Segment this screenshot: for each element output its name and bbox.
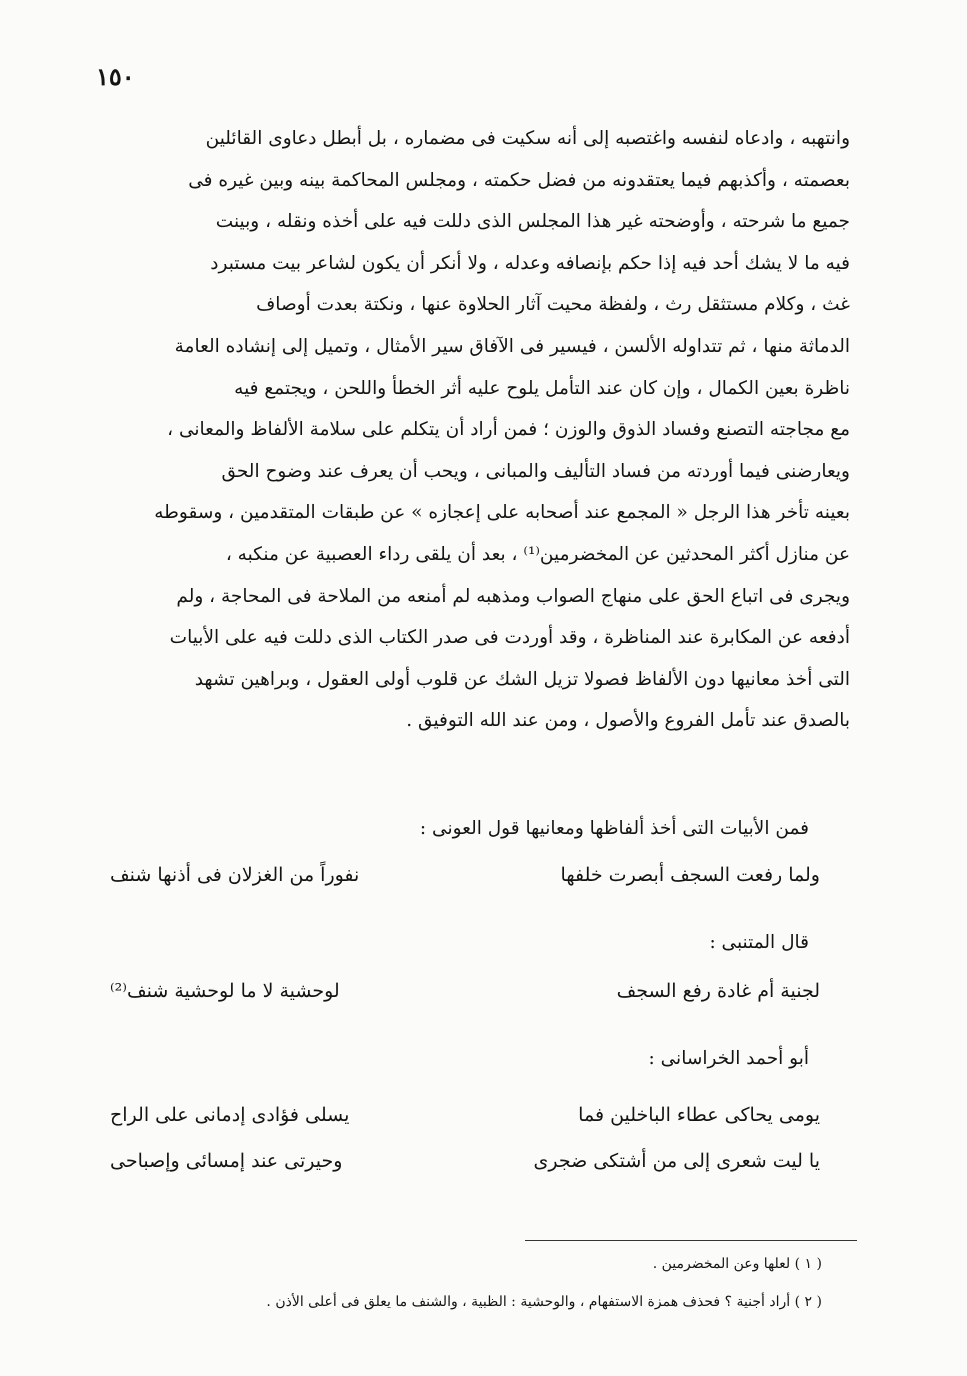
verse-line (110, 1150, 820, 1190)
poet-heading: أبو أحمد الخراسانى : (648, 1048, 809, 1069)
text-line: غث ، وكلام مستثقل رث ، ولفظة محيت آثار الحلاوة عنها ، ونكتة بعدت أوصاف (256, 294, 850, 316)
main-paragraph (70, 118, 850, 742)
text-line: جميع ما شرحته ، وأوضحته غير هذا المجلس الذى دللت فيه على أخذه ونقله ، وبينت (215, 211, 850, 233)
footnote: ( ١ ) لعلها وعن المخضرمين . (652, 1256, 822, 1272)
verse-line (110, 980, 820, 1020)
verse-first-hemistich: يومى يحاكى عطاء الباخلين فما (578, 1104, 820, 1126)
verse-first-hemistich: يا ليت شعرى إلى من أشتكى ضجرى (533, 1150, 820, 1172)
verse-second-hemistich: نفوراً من الغزلان فى أذنها شنف (110, 864, 360, 886)
text-line: عن منازل أكثر المحدثين عن المخضرمين⁽¹⁾ ، بعد أن يلقى رداء العصبية عن منكبه ، (225, 543, 850, 565)
text-line: مع مجاجته التصنع وفساد الذوق والوزن ؛ فمن أراد أن يتكلم على سلامة الألفاظ والمعانى ، (167, 419, 850, 441)
verse-first-hemistich: ولما رفعت السجف أبصرت خلفها (560, 864, 820, 886)
footnote: ( ٢ ) أراد أجنية ؟ فحذف همزة الاستفهام ، والوحشية : الظبية ، والشنف ما يعلق فى أعلى الأذن . (266, 1294, 822, 1310)
text-line: الدماثة منها ، ثم تتداوله الألسن ، فيسير فى الآفاق سير الأمثال ، وتميل إلى إنشاده العامة (174, 335, 850, 357)
text-line: التى أخذ معانيها دون الألفاظ فصولا تزيل الشك عن قلوب أولى العقول ، وبراهين تشهد (194, 668, 850, 690)
page-number: ١٥٠ (96, 62, 135, 91)
text-line: ويعارضنى فيما أوردته من فساد التأليف والمبانى ، ويحب أن يعرف عند وضوح الحق (221, 460, 850, 482)
text-line: فيه ما لا يشك أحد فيه إذا حكم بإنصافه وعدله ، ولا أنكر أن يكون لشاعر بيت مستبرد (210, 252, 850, 274)
verse-first-hemistich: لجنية أم غادة رفع السجف (616, 980, 820, 1002)
verses-intro: فمن الأبيات التى أخذ ألفاظها ومعانيها قول العونى : (419, 818, 809, 839)
text-line: وانتهبه ، وادعاه لنفسه واغتصبه إلى أنه سكيت فى مضماره ، بل أبطل دعاوى القائلين (205, 128, 850, 149)
verse-second-hemistich: وحيرتى عند إمسائى وإصباحى (110, 1150, 343, 1172)
footnote-divider (525, 1240, 857, 1241)
verse-second-hemistich: يسلى فؤادى إدمانى على الراح (110, 1104, 350, 1126)
text-line: بعينه تأخر هذا الرجل « المجمع عند أصحابه على إعجازه » عن طبقات المتقدمين ، وسقوطه (154, 502, 850, 524)
text-line: بالصدق عند تأمل الفروع والأصول ، ومن عند الله التوفيق . (406, 710, 850, 732)
poet-heading: قال المتنبى : (709, 932, 809, 953)
text-line: ناظرة بعين الكمال ، وإن كان عند التأمل يلوح عليه أثر الخطأ واللحن ، ويجتمع فيه (234, 377, 850, 399)
verse-line (110, 1104, 820, 1144)
text-line: ويجرى فى اتباع الحق على منهاج الصواب ومذهبه لم أمنعه من الملاحة فى المحاجة ، ولم (176, 585, 850, 607)
text-line: أدفعه عن المكابرة عند المناظرة ، وقد أوردت فى صدر الكتاب الذى دللت فيه على الأبيات (169, 627, 850, 649)
text-line: بعصمته ، وأكذبهم فيما يعتقدونه من فضل حكمته ، ومجلس المحاكمة بينه وبين غيره فى (188, 169, 850, 191)
verse-second-hemistich: لوحشية لا ما لوحشية شنف⁽²⁾ (110, 980, 340, 1002)
verse-line (110, 864, 820, 904)
